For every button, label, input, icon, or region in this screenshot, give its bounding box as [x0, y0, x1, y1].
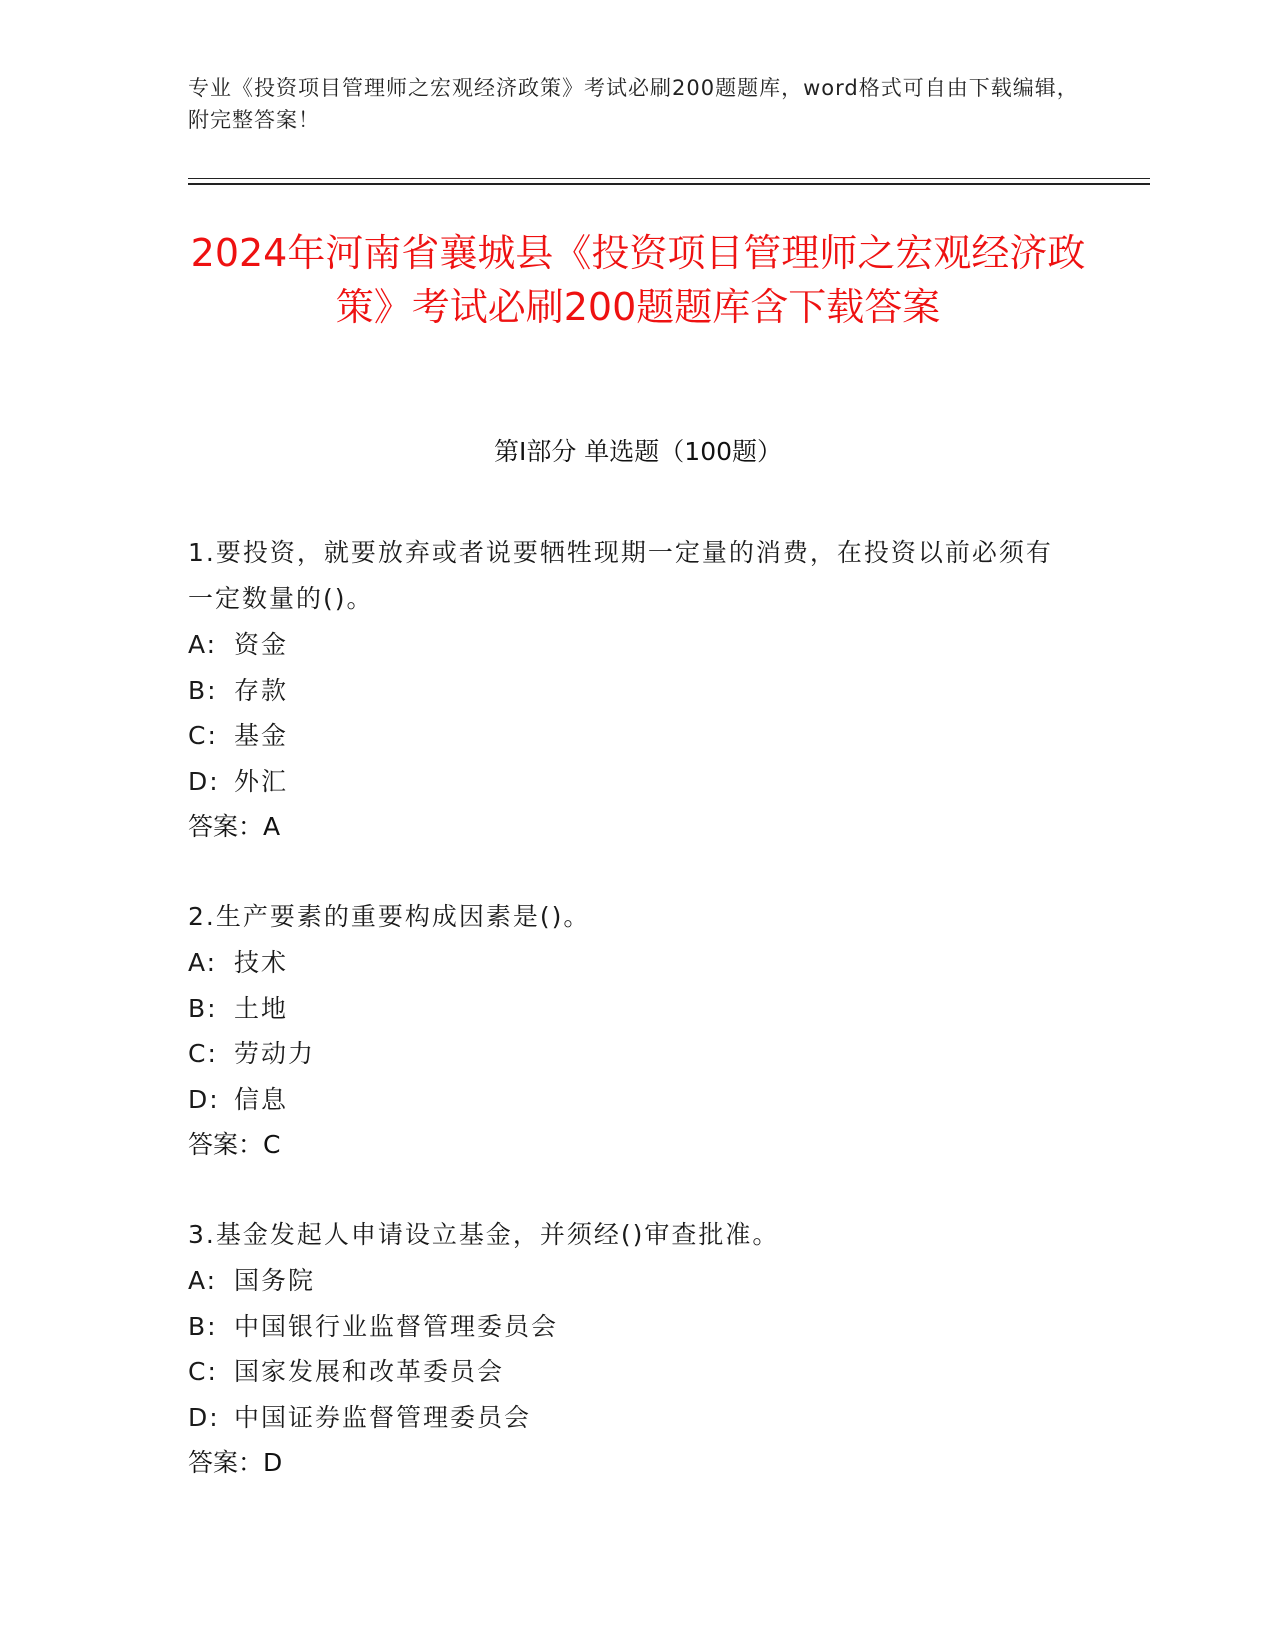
question-3 [188, 1212, 1068, 1486]
option-text: 中国银行业监督管理委员会 [234, 1311, 559, 1341]
question-list [188, 530, 1068, 1530]
option-d [188, 1395, 1068, 1441]
header-divider-thin [188, 178, 1150, 179]
option-text: 技术 [234, 948, 289, 977]
question-1 [188, 530, 1068, 850]
option-key: C: [188, 1039, 218, 1068]
option-text: 土地 [234, 993, 289, 1023]
option-text: 信息 [234, 1084, 289, 1114]
option-c [188, 713, 1068, 759]
option-key: C: [188, 721, 218, 750]
answer-line: 答案：A [188, 812, 281, 841]
option-key: A: [188, 630, 218, 659]
question-stem: 3.基金发起人申请设立基金，并须经()审查批准。 [188, 1220, 780, 1249]
option-d [188, 759, 1068, 805]
option-text: 劳动力 [234, 1039, 316, 1068]
option-c [188, 1349, 1068, 1395]
option-text: 基金 [234, 721, 289, 750]
answer-line: 答案：C [188, 1130, 281, 1159]
option-text: 中国证券监督管理委员会 [234, 1402, 532, 1432]
option-a [188, 622, 1068, 668]
question-stem: 1.要投资，就要放弃或者说要牺牲现期一定量的消费，在投资以前必须有一定数量的()。 [188, 538, 1053, 613]
option-text: 存款 [234, 675, 289, 705]
answer-line: 答案：D [188, 1448, 283, 1477]
option-text: 国务院 [234, 1266, 316, 1295]
section-title: 第I部分 单选题（100题） [493, 437, 783, 466]
option-key: A: [188, 948, 218, 977]
question-2 [188, 894, 1068, 1168]
option-key: D: [188, 1402, 220, 1432]
option-b [188, 1304, 1068, 1350]
option-a [188, 940, 1068, 986]
header-note: 专业《投资项目管理师之宏观经济政策》考试必刷200题题库，word格式可自由下载编辑，附完整答案！ [188, 76, 1079, 132]
option-key: A: [188, 1266, 218, 1295]
option-c [188, 1031, 1068, 1077]
option-key: D: [188, 766, 220, 796]
document-title: 2024年河南省襄城县《投资项目管理师之宏观经济政策》考试必刷200题题库含下载答案 [190, 231, 1086, 329]
question-stem: 2.生产要素的重要构成因素是()。 [188, 902, 591, 931]
option-b [188, 986, 1068, 1032]
option-d [188, 1077, 1068, 1123]
option-key: D: [188, 1084, 220, 1114]
header-divider-thick [188, 183, 1150, 185]
option-key: B: [188, 993, 218, 1023]
option-key: B: [188, 1311, 218, 1341]
option-key: B: [188, 675, 218, 705]
option-text: 外汇 [234, 766, 289, 796]
option-key: C: [188, 1357, 218, 1386]
option-a [188, 1258, 1068, 1304]
option-text: 国家发展和改革委员会 [234, 1357, 505, 1386]
option-text: 资金 [234, 630, 289, 659]
option-b [188, 668, 1068, 714]
